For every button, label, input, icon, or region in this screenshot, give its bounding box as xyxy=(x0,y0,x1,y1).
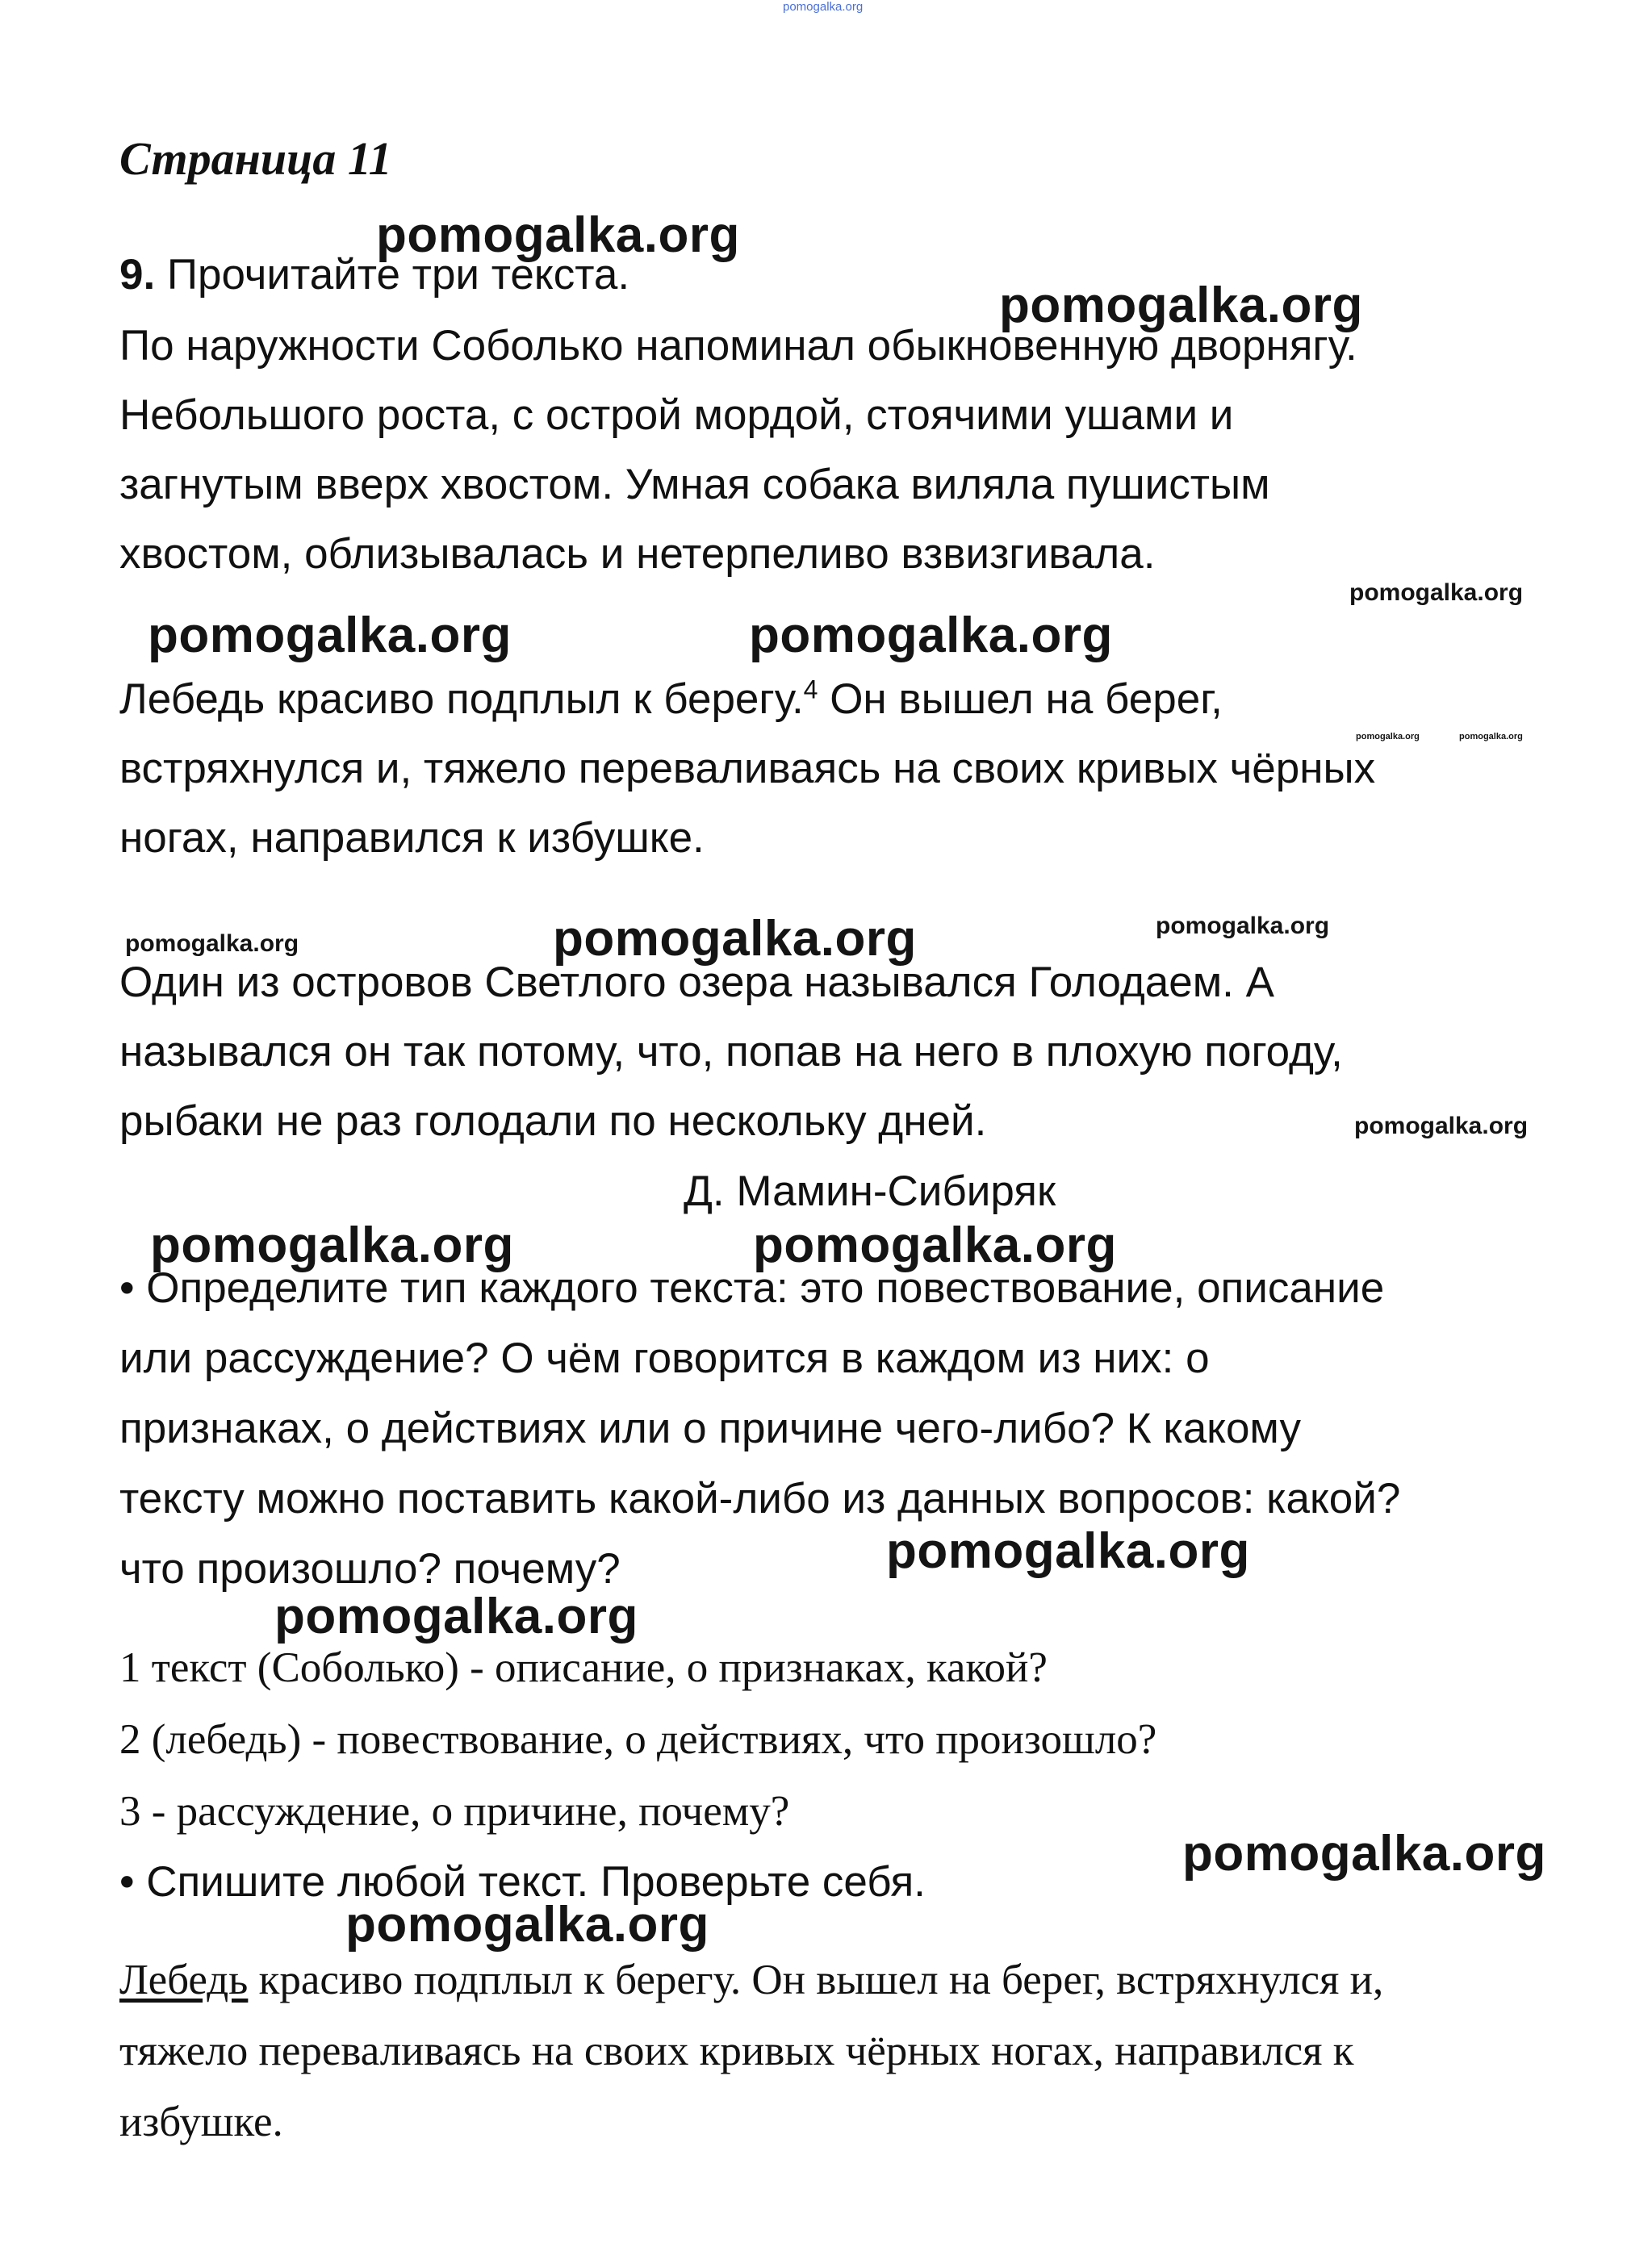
copied-text-line: избушке. xyxy=(119,2099,283,2145)
watermark: pomogalka.org xyxy=(376,207,740,263)
text2-line1-end: Он вышел на берег, xyxy=(818,675,1223,723)
task-number: 9. xyxy=(119,251,156,299)
text2-line xyxy=(119,675,1223,724)
question-line: тексту можно поставить какой-либо из данных вопросов: какой? xyxy=(119,1475,1401,1522)
text3-line: Один из островов Светлого озера назывался Голодаем. А xyxy=(119,959,1274,1006)
watermark: pomogalka.org xyxy=(148,608,512,663)
watermark: pomogalka.org xyxy=(125,930,299,957)
text1-line: загнутым вверх хвостом. Умная собака виляла пушистым xyxy=(119,461,1270,508)
watermark: pomogalka.org xyxy=(150,1218,514,1273)
watermark: pomogalka.org xyxy=(886,1523,1250,1579)
text2-line1-start: Лебедь красиво подплыл к берегу. xyxy=(119,675,804,723)
text1-line: Небольшого роста, с острой мордой, стоячими ушами и xyxy=(119,391,1234,439)
watermark: pomogalka.org xyxy=(1156,913,1330,939)
text2-line: ногах, направился к избушке. xyxy=(119,814,705,862)
top-watermark[interactable]: pomogalka.org xyxy=(783,0,864,14)
question-line: признаках, о действиях или о причине чего-либо? К какому xyxy=(119,1405,1301,1452)
underlined-subject: Лебедь xyxy=(119,1957,249,2003)
question-line: или рассуждение? О чём говорится в каждом из них: о xyxy=(119,1334,1210,1382)
copy-task: • Спишите любой текст. Проверьте себя. xyxy=(119,1858,926,1906)
copied-text-line: тяжело переваливаясь на своих кривых чёрных ногах, направился к xyxy=(119,2028,1354,2074)
question-line: что произошло? почему? xyxy=(119,1545,621,1593)
watermark: pomogalka.org xyxy=(553,911,917,967)
text1-line: По наружности Соболько напоминал обыкновенную дворнягу. xyxy=(119,322,1357,370)
watermark: pomogalka.org xyxy=(753,1218,1117,1273)
watermark: pomogalka.org xyxy=(345,1897,709,1953)
watermark: pomogalka.org xyxy=(274,1589,638,1644)
watermark: pomogalka.org xyxy=(1356,732,1420,741)
answer-line: 2 (лебедь) - повествование, о действиях, что произошло? xyxy=(119,1716,1157,1763)
text1-line: хвостом, облизывалась и нетерпеливо взвизгивала. xyxy=(119,530,1156,578)
text2-line: встряхнулся и, тяжело переваливаясь на своих кривых чёрных xyxy=(119,745,1376,792)
text3-author: Д. Мамин-Сибиряк xyxy=(684,1167,1056,1215)
task-instruction: Прочитайте три текста. xyxy=(155,251,630,299)
answer-line: 1 текст (Соболько) - описание, о признаках, какой? xyxy=(119,1644,1048,1691)
copied-text-line xyxy=(119,1956,1383,2004)
page-title: Страница 11 xyxy=(119,132,392,185)
watermark: pomogalka.org xyxy=(1349,579,1524,606)
question-line: • Определите тип каждого текста: это повествование, описание xyxy=(119,1264,1385,1312)
watermark: pomogalka.org xyxy=(749,608,1113,663)
watermark: pomogalka.org xyxy=(1182,1826,1546,1882)
watermark: pomogalka.org xyxy=(1459,732,1523,741)
footnote-marker: 4 xyxy=(803,675,818,704)
text3-line: рыбаки не раз голодали по нескольку дней. xyxy=(119,1097,987,1145)
copied-line1-rest: красиво подплыл к берегу. Он вышел на берег, встряхнулся и, xyxy=(248,1957,1384,2003)
text3-line: назывался он так потому, что, попав на него в плохую погоду, xyxy=(119,1028,1343,1076)
answer-line: 3 - рассуждение, о причине, почему? xyxy=(119,1788,790,1835)
watermark: pomogalka.org xyxy=(999,278,1363,333)
watermark: pomogalka.org xyxy=(1354,1113,1529,1139)
